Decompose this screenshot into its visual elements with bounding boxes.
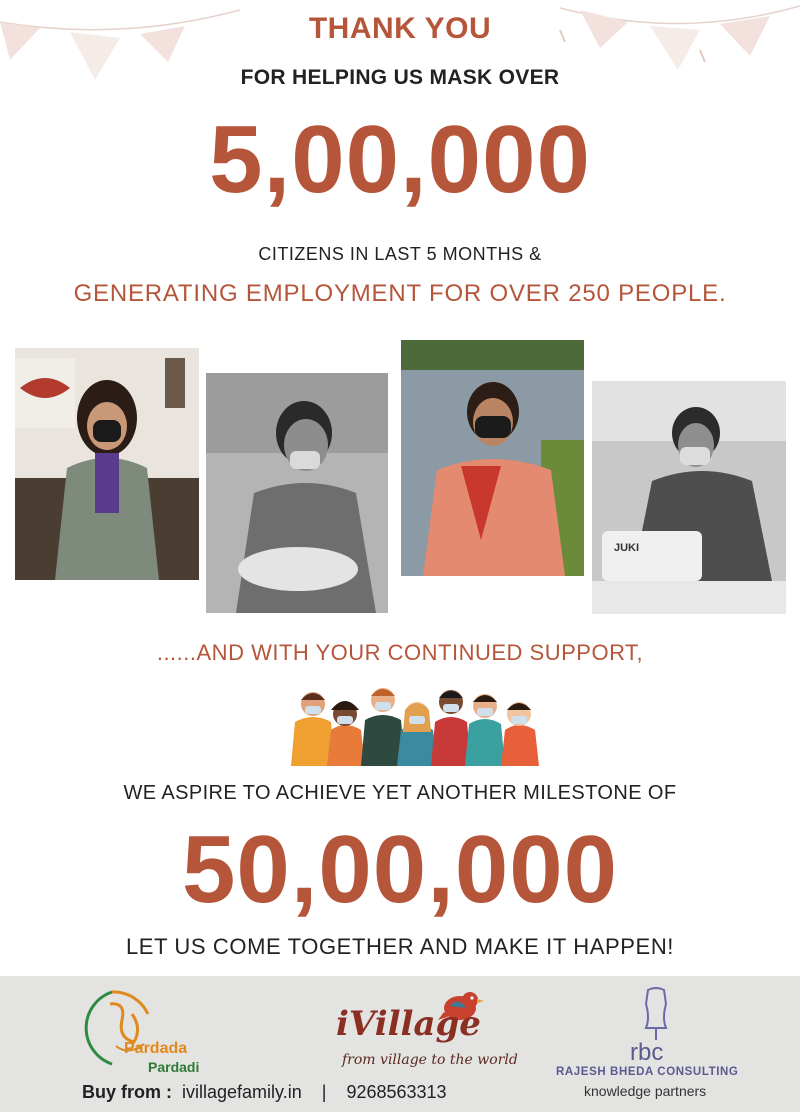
citizens-text: CITIZENS IN LAST 5 MONTHS &	[258, 244, 542, 264]
photo-woman-mask-outdoors	[401, 340, 584, 576]
photo-woman-sewing-machine	[592, 381, 786, 614]
person-4	[397, 702, 437, 766]
footer	[0, 976, 800, 1112]
photo-girl-embroidery	[206, 373, 388, 613]
ivillage-logo-text: iVillage	[336, 1004, 481, 1044]
masks-count: 5,00,000	[209, 106, 591, 213]
contact-line	[82, 1082, 447, 1103]
sewing-machine-label: JUKI	[614, 542, 640, 554]
rbc-logo-mark: rbc	[630, 1039, 664, 1064]
thank-you-heading: THANK YOU	[308, 12, 492, 45]
employment-text: GENERATING EMPLOYMENT FOR OVER 250 PEOPLE.	[73, 280, 727, 307]
phone-number[interactable]: 9268563313	[346, 1082, 447, 1102]
helping-text: FOR HELPING US MASK OVER	[240, 66, 560, 89]
person-5	[431, 690, 471, 766]
rbc-subtitle: knowledge partners	[584, 1083, 707, 1099]
person-7	[501, 702, 539, 766]
aspire-text: WE ASPIRE TO ACHIEVE YET ANOTHER MILESTONE OF	[123, 782, 677, 804]
rbc-name: RAJESH BHEDA CONSULTING	[556, 1066, 739, 1078]
website-link[interactable]: ivillagefamily.in	[182, 1082, 302, 1102]
target-count: 50,00,000	[181, 816, 619, 923]
separator: |	[321, 1082, 327, 1102]
buy-label: Buy from :	[82, 1082, 172, 1102]
ivillage-tagline: from village to the world	[342, 1052, 518, 1068]
masked-people-illustration	[285, 682, 545, 766]
together-text: LET US COME TOGETHER AND MAKE IT HAPPEN!	[125, 934, 675, 959]
person-2	[327, 701, 365, 766]
person-6	[465, 694, 505, 766]
support-text: ......AND WITH YOUR CONTINUED SUPPORT,	[156, 640, 644, 665]
pardada-logo-text: Pardada	[124, 1040, 188, 1057]
pardadi-logo-text: Pardadi	[148, 1059, 200, 1075]
dress-form-icon	[626, 984, 686, 1064]
photo-woman-mask-home	[15, 348, 199, 580]
